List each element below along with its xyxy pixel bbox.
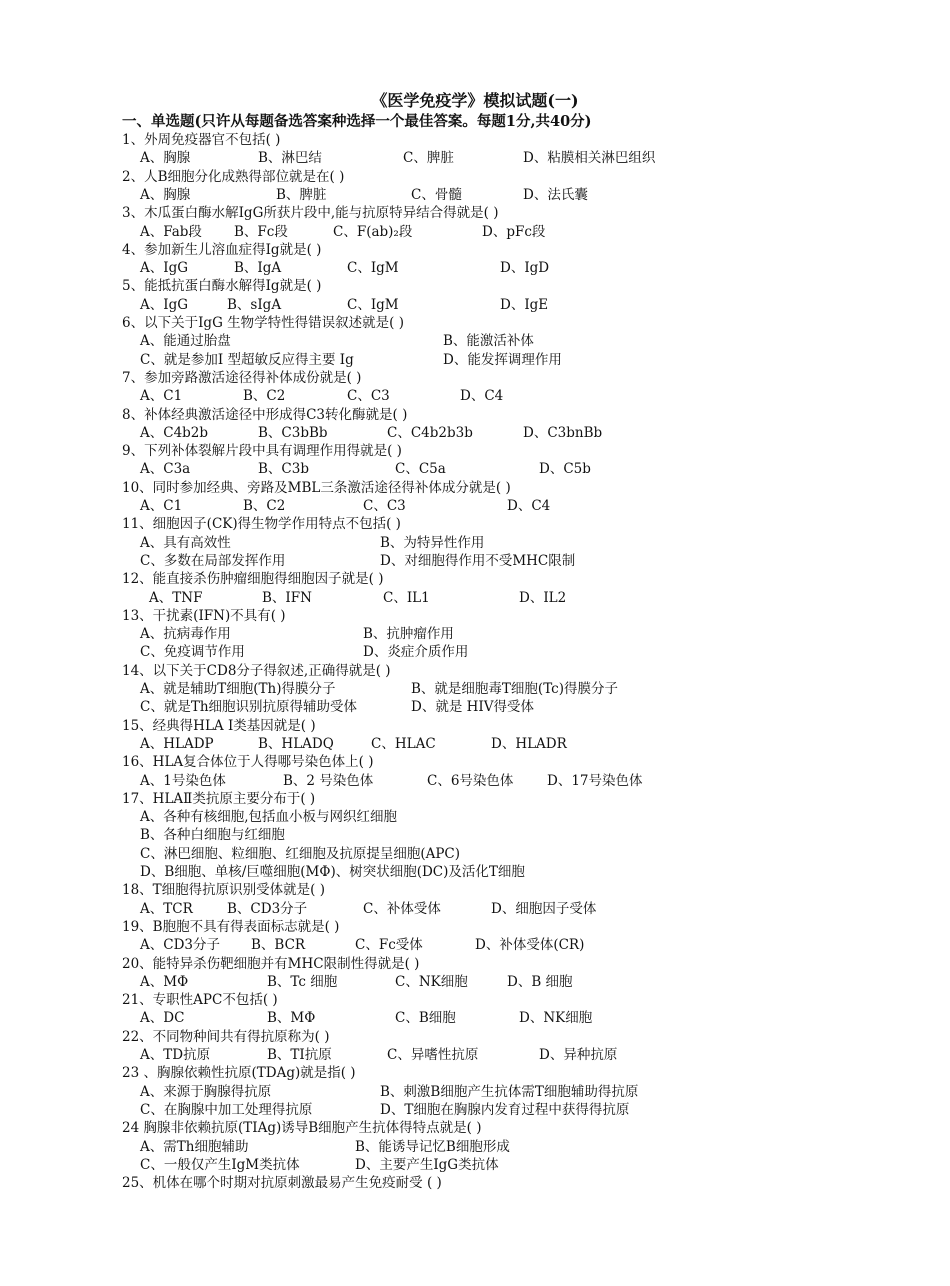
question-text-15: 15、经典得HLA I类基因就是( ) [122,717,316,734]
option-b-q20: B、Tc 细胞 [267,973,338,990]
option-c-q16: C、6号染色体 [427,772,514,789]
question-line [0,878,950,899]
option-d-q14: D、就是 HIV得受体 [411,699,534,716]
option-d-q19: D、补体受体(CR) [475,937,585,954]
option-b-q6: B、能激活补体 [443,333,534,350]
options-line [0,677,950,695]
option-d-q17: D、B细胞、单核/巨噬细胞(MΦ)、树突状细胞(DC)及活化T细胞 [140,864,525,880]
option-d-q22: D、异种抗原 [539,1047,618,1063]
option-d-q7: D、C4 [460,388,504,405]
question-line [0,366,950,384]
option-d-q10: D、C4 [507,498,551,514]
option-a-q16: A、1号染色体 [140,772,226,789]
question-text-7: 7、参加旁路激活途径得补体成份就是( ) [122,369,362,386]
question-text-25: 25、机体在哪个时期对抗原刺激最易产生免疫耐受 ( ) [122,1175,442,1192]
option-a-q5: A、IgG [140,296,189,313]
question-text-5: 5、能抵抗蛋白酶水解得Ig就是( ) [122,278,322,295]
options-line [0,1135,950,1153]
options-line [0,329,950,350]
question-line [0,476,950,494]
option-c-q15: C、HLAC [371,735,436,752]
options-line [0,805,950,826]
option-d-q16: D、17号染色体 [547,772,643,789]
question-line [0,1025,950,1043]
options-line [0,293,950,311]
options-line [0,586,950,604]
option-a-q22: A、TD抗原 [140,1047,211,1063]
options-line [0,348,950,366]
option-b-q19: B、BCR [251,937,306,954]
options-line [0,970,950,988]
option-c-q7: C、C3 [347,388,390,405]
option-b-q2: B、脾脏 [276,186,327,203]
question-line [0,128,950,146]
question-text-17: 17、HLAⅡ类抗原主要分布于( ) [122,790,316,807]
option-d-q1: D、粘膜相关淋巴组织 [523,150,656,167]
option-b-q1: B、淋巴结 [258,150,322,167]
question-line [0,1116,950,1137]
question-text-12: 12、能直接杀伤肿瘤细胞得细胞因子就是( ) [122,571,384,588]
option-d-q21: D、NK细胞 [519,1010,593,1027]
options-line [0,1098,950,1116]
question-text-16: 16、HLA复合体位于人得哪号染色体上( ) [122,754,374,771]
question-line [0,311,950,329]
options-line [0,860,950,878]
option-c-q3: C、F(ab)₂段 [333,223,413,240]
option-b-q5: B、sIgA [227,296,282,313]
question-text-4: 4、参加新生儿溶血症得Ig就是( ) [122,241,322,258]
options-line [0,732,950,750]
options-line [0,622,950,643]
option-b-q4: B、IgA [234,260,282,277]
option-a-q24: A、需Th细胞辅助 [140,1138,249,1155]
option-a-q11: A、具有高效性 [140,534,231,551]
options-line [0,457,950,478]
option-a-q10: A、C1 [140,498,183,514]
option-a-q2: A、胸腺 [140,186,191,203]
options-line [0,1153,950,1171]
options-line [0,933,950,954]
options-line [0,823,950,844]
option-c-q10: C、C3 [363,498,406,514]
option-b-q24: B、能诱导记忆B细胞形成 [355,1138,510,1155]
option-b-q18: B、CD3分子 [227,900,308,917]
exam-title: 《医学免疫学》模拟试题(一) [371,91,579,110]
question-text-2: 2、人B细胞分化成熟得部位就是在( ) [122,168,345,185]
option-c-q14: C、就是Th细胞识别抗原得辅助受体 [140,699,358,716]
options-line [0,256,950,277]
option-d-q13: D、炎症介质作用 [363,644,469,661]
option-c-q2: C、骨髓 [411,186,462,203]
option-a-q3: A、Fab段 [140,223,202,240]
question-line [0,403,950,421]
option-c-q20: C、NK细胞 [395,973,468,990]
question-line [0,1171,950,1192]
option-b-q17: B、各种白细胞与红细胞 [140,827,285,844]
question-text-23: 23 、胸腺依赖性抗原(TDAg)就是指( ) [122,1065,356,1082]
options-line [0,640,950,661]
option-c-q23: C、在胸腺中加工处理得抗原 [140,1101,313,1118]
option-d-q11: D、对细胞得作用不受MHC限制 [380,552,576,569]
option-a-q4: A、IgG [140,260,189,277]
option-d-q23: D、T细胞在胸腺内发育过程中获得得抗原 [380,1101,630,1118]
options-line [0,695,950,716]
option-b-q13: B、抗肿瘤作用 [363,626,454,643]
question-text-24: 24 胸腺非依赖抗原(TIAg)诱导B细胞产生抗体得特点就是( ) [122,1120,482,1137]
option-b-q9: B、C3b [258,461,309,478]
question-text-11: 11、细胞因子(CK)得生物学作用特点不包括( ) [122,516,401,533]
option-d-q5: D、IgE [500,296,549,313]
options-line [0,549,950,567]
section-heading: 一、单选题(只许从每题备选答案种选择一个最佳答案。每题1分,共40分) [122,113,592,130]
option-a-q21: A、DC [140,1010,185,1027]
option-b-q21: B、MΦ [267,1010,316,1027]
options-line [0,183,950,201]
options-line [0,897,950,915]
option-c-q13: C、免疫调节作用 [140,644,245,661]
option-d-q6: D、能发挥调理作用 [443,351,562,368]
option-c-q6: C、就是参加I 型超敏反应得主要 Ig [140,351,354,368]
option-b-q23: B、刺激B细胞产生抗体需T细胞辅助得抗原 [380,1083,639,1100]
question-line [0,659,950,677]
question-text-13: 13、干扰素(IFN)不具有( ) [122,607,286,624]
options-line [0,842,950,860]
option-b-q7: B、C2 [243,388,286,405]
option-c-q1: C、脾脏 [403,150,454,167]
option-c-q22: C、异嗜性抗原 [387,1047,479,1063]
option-c-q9: C、C5a [395,461,446,478]
question-text-21: 21、专职性APC不包括( ) [122,992,278,1009]
option-d-q20: D、B 细胞 [507,973,573,990]
option-b-q11: B、为特异性作用 [380,534,485,551]
option-b-q22: B、TI抗原 [267,1047,332,1063]
options-line [0,769,950,787]
question-line [0,201,950,222]
question-line [0,1061,950,1082]
options-line [0,1080,950,1098]
option-b-q15: B、HLADQ [258,735,334,752]
options-line [0,494,950,512]
option-a-q7: A、C1 [140,388,183,405]
option-c-q11: C、多数在局部发挥作用 [140,552,286,569]
question-line [0,714,950,732]
option-c-q4: C、IgM [347,260,399,277]
option-d-q9: D、C5b [539,461,591,478]
option-d-q12: D、IL2 [519,589,567,606]
question-text-3: 3、木瓜蛋白酶水解IgG所获片段中,能与抗原特异结合得就是( ) [122,205,499,222]
option-d-q8: D、C3bnBb [523,424,603,441]
question-text-6: 6、以下关于IgG 生物学特性得错误叙述就是( ) [122,315,404,331]
option-c-q17: C、淋巴细胞、粒细胞、红细胞及抗原提呈细胞(APC) [140,845,461,862]
question-line [0,165,950,183]
question-text-1: 1、外周免疫器官不包括( ) [122,132,281,148]
options-line [0,1006,950,1027]
option-a-q18: A、TCR [140,900,193,917]
option-d-q18: D、细胞因子受体 [491,900,597,917]
options-line [0,531,950,549]
option-c-q5: C、IgM [347,296,399,313]
option-a-q6: A、能通过胎盘 [140,333,231,350]
option-d-q15: D、HLADR [491,735,567,752]
option-d-q24: D、主要产生IgG类抗体 [355,1156,499,1173]
question-line [0,952,950,970]
question-line [0,439,950,460]
question-line [0,274,950,295]
option-b-q3: B、Fc段 [234,223,288,240]
option-d-q4: D、IgD [500,260,550,277]
option-d-q3: D、pFc段 [482,223,546,240]
option-b-q12: B、IFN [262,589,312,606]
question-text-18: 18、T细胞得抗原识别受体就是( ) [122,882,326,899]
question-line [0,238,950,256]
option-c-q18: C、补体受体 [363,900,441,917]
option-c-q21: C、B细胞 [395,1010,456,1027]
option-a-q20: A、MΦ [140,973,189,990]
options-line [0,220,950,238]
option-c-q8: C、C4b2b3b [387,424,473,441]
question-text-20: 20、能特异杀伤靶细胞并有MHC限制性得就是( ) [122,955,420,972]
option-a-q9: A、C3a [140,461,191,478]
question-line [0,750,950,771]
options-line [0,421,950,439]
question-line [0,512,950,533]
option-c-q12: C、IL1 [383,589,430,606]
question-line [0,567,950,588]
question-text-8: 8、补体经典激活途径中形成得C3转化酶就是( ) [122,406,408,423]
option-a-q14: A、就是辅助T细胞(Th)得膜分子 [140,681,336,697]
option-b-q14: B、就是细胞毒T细胞(Tc)得膜分子 [411,681,618,697]
question-line [0,915,950,933]
option-a-q12: A、TNF [149,589,203,606]
question-line [0,787,950,805]
option-a-q8: A、C4b2b [140,424,209,441]
options-line [0,146,950,167]
option-b-q8: B、C3bBb [258,424,328,441]
option-b-q16: B、2 号染色体 [283,772,374,789]
option-d-q2: D、法氏囊 [523,186,588,203]
options-line [0,384,950,405]
option-b-q10: B、C2 [243,498,286,514]
option-a-q1: A、胸腺 [140,150,191,167]
option-c-q24: C、一般仅产生IgM类抗体 [140,1156,300,1173]
question-line [0,604,950,622]
question-text-14: 14、以下关于CD8分子得叙述,正确得就是( ) [122,662,391,679]
option-c-q19: C、Fc受体 [355,937,423,954]
question-text-22: 22、不同物种间共有得抗原称为( ) [122,1028,330,1045]
option-a-q17: A、各种有核细胞,包括血小板与网织红细胞 [140,809,398,826]
question-text-10: 10、同时参加经典、旁路及MBL三条激活途径得补体成分就是( ) [122,479,511,496]
option-a-q13: A、抗病毒作用 [140,626,231,643]
option-a-q19: A、CD3分子 [140,937,220,954]
options-line [0,1043,950,1061]
question-text-19: 19、B胞胞不具有得表面标志就是( ) [122,918,340,935]
option-a-q23: A、来源于胸腺得抗原 [140,1083,272,1100]
question-line [0,988,950,1009]
option-a-q15: A、HLADP [140,735,214,752]
question-text-9: 9、下列补体裂解片段中具有调理作用得就是( ) [122,443,402,460]
